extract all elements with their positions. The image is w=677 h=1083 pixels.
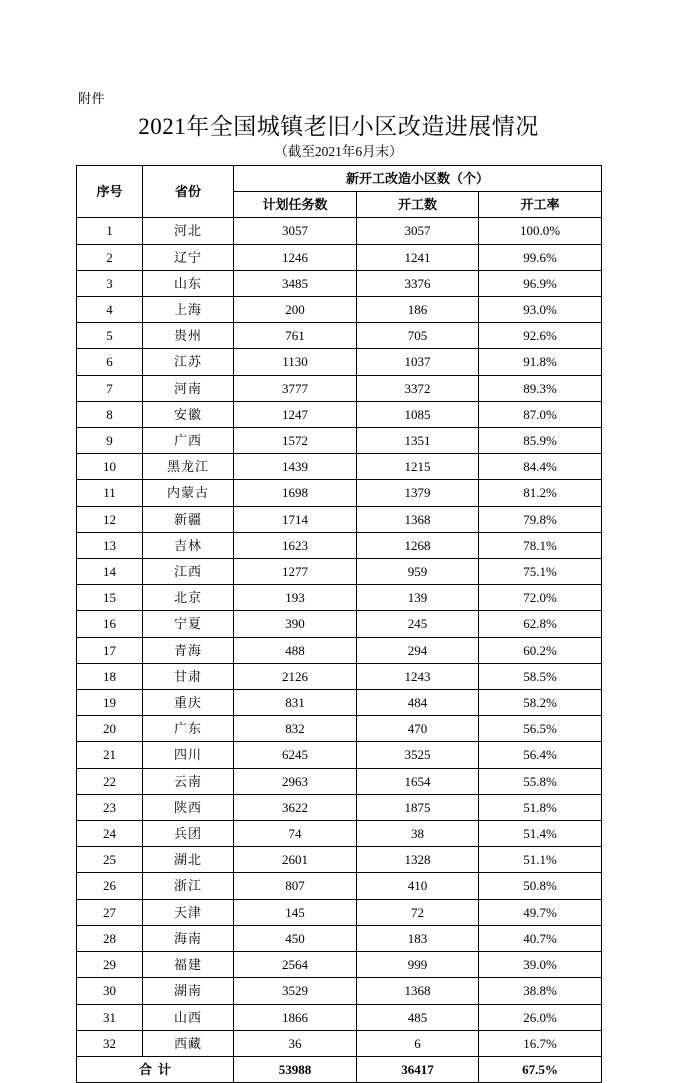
cell-index: 28 <box>77 925 143 951</box>
cell-started: 1037 <box>357 349 479 375</box>
cell-started: 3372 <box>357 375 479 401</box>
cell-plan: 1714 <box>234 506 357 532</box>
table-row <box>77 899 602 925</box>
cell-rate: 56.4% <box>479 742 602 768</box>
cell-plan: 200 <box>234 297 357 323</box>
table-row <box>77 794 602 820</box>
cell-index: 16 <box>77 611 143 637</box>
cell-started: 294 <box>357 637 479 663</box>
table-row <box>77 1004 602 1030</box>
cell-rate: 93.0% <box>479 297 602 323</box>
cell-province: 河北 <box>143 218 234 244</box>
cell-province: 宁夏 <box>143 611 234 637</box>
header-rate: 开工率 <box>479 192 602 218</box>
cell-started: 1368 <box>357 978 479 1004</box>
cell-plan: 450 <box>234 925 357 951</box>
cell-index: 31 <box>77 1004 143 1030</box>
table-row <box>77 768 602 794</box>
cell-plan: 1866 <box>234 1004 357 1030</box>
cell-plan: 1698 <box>234 480 357 506</box>
cell-province: 云南 <box>143 768 234 794</box>
cell-province: 江苏 <box>143 349 234 375</box>
cell-province: 辽宁 <box>143 244 234 270</box>
cell-province: 吉林 <box>143 532 234 558</box>
cell-province: 福建 <box>143 952 234 978</box>
cell-plan: 74 <box>234 821 357 847</box>
cell-started: 6 <box>357 1030 479 1056</box>
cell-started: 186 <box>357 297 479 323</box>
cell-started: 1085 <box>357 401 479 427</box>
table-row <box>77 847 602 873</box>
table-row <box>77 742 602 768</box>
cell-started: 1351 <box>357 428 479 454</box>
cell-started: 1328 <box>357 847 479 873</box>
cell-province: 陕西 <box>143 794 234 820</box>
cell-rate: 96.9% <box>479 270 602 296</box>
cell-index: 19 <box>77 690 143 716</box>
cell-rate: 16.7% <box>479 1030 602 1056</box>
cell-plan: 1623 <box>234 532 357 558</box>
cell-rate: 72.0% <box>479 585 602 611</box>
cell-plan: 807 <box>234 873 357 899</box>
header-index: 序号 <box>77 166 143 218</box>
table-header-row-1 <box>77 166 602 192</box>
table-row <box>77 349 602 375</box>
cell-province: 黑龙江 <box>143 454 234 480</box>
cell-plan: 3777 <box>234 375 357 401</box>
cell-started: 1654 <box>357 768 479 794</box>
table-row <box>77 611 602 637</box>
cell-rate: 78.1% <box>479 532 602 558</box>
table-body <box>77 218 602 1057</box>
cell-index: 27 <box>77 899 143 925</box>
page-subtitle: （截至2021年6月末） <box>274 144 403 159</box>
cell-index: 4 <box>77 297 143 323</box>
cell-started: 1875 <box>357 794 479 820</box>
cell-started: 3376 <box>357 270 479 296</box>
table-row <box>77 978 602 1004</box>
cell-started: 410 <box>357 873 479 899</box>
cell-province: 四川 <box>143 742 234 768</box>
table-total-row <box>77 1056 602 1082</box>
cell-province: 西藏 <box>143 1030 234 1056</box>
cell-plan: 761 <box>234 323 357 349</box>
cell-rate: 100.0% <box>479 218 602 244</box>
cell-index: 12 <box>77 506 143 532</box>
cell-started: 1243 <box>357 663 479 689</box>
cell-index: 22 <box>77 768 143 794</box>
cell-plan: 36 <box>234 1030 357 1056</box>
cell-province: 天津 <box>143 899 234 925</box>
cell-index: 9 <box>77 428 143 454</box>
cell-started: 139 <box>357 585 479 611</box>
table-row <box>77 375 602 401</box>
cell-index: 24 <box>77 821 143 847</box>
cell-rate: 60.2% <box>479 637 602 663</box>
cell-rate: 92.6% <box>479 323 602 349</box>
cell-rate: 75.1% <box>479 559 602 585</box>
cell-rate: 58.5% <box>479 663 602 689</box>
table-row <box>77 585 602 611</box>
cell-rate: 87.0% <box>479 401 602 427</box>
cell-province: 河南 <box>143 375 234 401</box>
cell-rate: 51.8% <box>479 794 602 820</box>
cell-started: 183 <box>357 925 479 951</box>
table-row <box>77 218 602 244</box>
table-row <box>77 559 602 585</box>
cell-rate: 89.3% <box>479 375 602 401</box>
cell-plan: 2564 <box>234 952 357 978</box>
cell-index: 6 <box>77 349 143 375</box>
cell-province: 海南 <box>143 925 234 951</box>
cell-started: 1241 <box>357 244 479 270</box>
cell-plan: 3485 <box>234 270 357 296</box>
cell-province: 山西 <box>143 1004 234 1030</box>
table-row <box>77 244 602 270</box>
cell-started: 72 <box>357 899 479 925</box>
total-rate: 67.5% <box>479 1056 602 1082</box>
cell-rate: 56.5% <box>479 716 602 742</box>
header-group-new-start: 新开工改造小区数（个） <box>234 166 602 192</box>
cell-province: 新疆 <box>143 506 234 532</box>
cell-index: 17 <box>77 637 143 663</box>
cell-index: 14 <box>77 559 143 585</box>
cell-province: 贵州 <box>143 323 234 349</box>
cell-plan: 1247 <box>234 401 357 427</box>
total-started: 36417 <box>357 1056 479 1082</box>
table-row <box>77 297 602 323</box>
cell-started: 705 <box>357 323 479 349</box>
cell-rate: 39.0% <box>479 952 602 978</box>
cell-plan: 488 <box>234 637 357 663</box>
cell-rate: 85.9% <box>479 428 602 454</box>
cell-plan: 193 <box>234 585 357 611</box>
cell-plan: 1246 <box>234 244 357 270</box>
cell-plan: 3529 <box>234 978 357 1004</box>
table-row <box>77 716 602 742</box>
cell-plan: 2126 <box>234 663 357 689</box>
data-table-container <box>76 165 601 1083</box>
table-row <box>77 270 602 296</box>
cell-rate: 51.4% <box>479 821 602 847</box>
cell-plan: 1439 <box>234 454 357 480</box>
cell-province: 甘肃 <box>143 663 234 689</box>
table-row <box>77 925 602 951</box>
cell-province: 上海 <box>143 297 234 323</box>
table-row <box>77 506 602 532</box>
table-row <box>77 1030 602 1056</box>
cell-started: 1368 <box>357 506 479 532</box>
cell-rate: 51.1% <box>479 847 602 873</box>
cell-plan: 1277 <box>234 559 357 585</box>
cell-started: 1379 <box>357 480 479 506</box>
cell-index: 11 <box>77 480 143 506</box>
cell-started: 38 <box>357 821 479 847</box>
cell-started: 3525 <box>357 742 479 768</box>
cell-started: 1215 <box>357 454 479 480</box>
table-row <box>77 690 602 716</box>
cell-plan: 3622 <box>234 794 357 820</box>
cell-index: 13 <box>77 532 143 558</box>
cell-province: 内蒙古 <box>143 480 234 506</box>
cell-province: 青海 <box>143 637 234 663</box>
cell-started: 245 <box>357 611 479 637</box>
cell-rate: 49.7% <box>479 899 602 925</box>
cell-province: 广东 <box>143 716 234 742</box>
cell-rate: 99.6% <box>479 244 602 270</box>
cell-plan: 390 <box>234 611 357 637</box>
cell-rate: 91.8% <box>479 349 602 375</box>
cell-index: 2 <box>77 244 143 270</box>
cell-index: 1 <box>77 218 143 244</box>
cell-started: 3057 <box>357 218 479 244</box>
cell-index: 15 <box>77 585 143 611</box>
cell-province: 湖北 <box>143 847 234 873</box>
table-row <box>77 428 602 454</box>
table-row <box>77 952 602 978</box>
cell-rate: 26.0% <box>479 1004 602 1030</box>
cell-started: 485 <box>357 1004 479 1030</box>
header-plan: 计划任务数 <box>234 192 357 218</box>
cell-province: 湖南 <box>143 978 234 1004</box>
cell-index: 21 <box>77 742 143 768</box>
table-row <box>77 401 602 427</box>
cell-province: 江西 <box>143 559 234 585</box>
cell-index: 8 <box>77 401 143 427</box>
table-row <box>77 873 602 899</box>
total-plan: 53988 <box>234 1056 357 1082</box>
cell-index: 20 <box>77 716 143 742</box>
cell-index: 23 <box>77 794 143 820</box>
header-province: 省份 <box>143 166 234 218</box>
cell-index: 30 <box>77 978 143 1004</box>
cell-index: 18 <box>77 663 143 689</box>
cell-plan: 1572 <box>234 428 357 454</box>
page-title: 2021年全国城镇老旧小区改造进展情况 <box>138 114 539 139</box>
cell-rate: 62.8% <box>479 611 602 637</box>
cell-plan: 2963 <box>234 768 357 794</box>
cell-rate: 38.8% <box>479 978 602 1004</box>
cell-rate: 55.8% <box>479 768 602 794</box>
cell-plan: 2601 <box>234 847 357 873</box>
header-started: 开工数 <box>357 192 479 218</box>
cell-province: 北京 <box>143 585 234 611</box>
table-footer <box>77 1056 602 1082</box>
cell-started: 959 <box>357 559 479 585</box>
cell-started: 484 <box>357 690 479 716</box>
table-header <box>77 166 602 218</box>
cell-province: 广西 <box>143 428 234 454</box>
table-row <box>77 821 602 847</box>
cell-index: 10 <box>77 454 143 480</box>
cell-rate: 81.2% <box>479 480 602 506</box>
cell-plan: 831 <box>234 690 357 716</box>
table-row <box>77 454 602 480</box>
cell-index: 32 <box>77 1030 143 1056</box>
cell-province: 安徽 <box>143 401 234 427</box>
cell-province: 兵团 <box>143 821 234 847</box>
cell-index: 7 <box>77 375 143 401</box>
cell-index: 29 <box>77 952 143 978</box>
cell-index: 25 <box>77 847 143 873</box>
cell-plan: 6245 <box>234 742 357 768</box>
cell-plan: 832 <box>234 716 357 742</box>
table-row <box>77 637 602 663</box>
cell-rate: 84.4% <box>479 454 602 480</box>
cell-index: 5 <box>77 323 143 349</box>
cell-province: 重庆 <box>143 690 234 716</box>
table-row <box>77 532 602 558</box>
cell-province: 浙江 <box>143 873 234 899</box>
cell-plan: 1130 <box>234 349 357 375</box>
cell-rate: 58.2% <box>479 690 602 716</box>
cell-started: 470 <box>357 716 479 742</box>
cell-rate: 79.8% <box>479 506 602 532</box>
cell-index: 3 <box>77 270 143 296</box>
cell-rate: 50.8% <box>479 873 602 899</box>
table-row <box>77 663 602 689</box>
cell-province: 山东 <box>143 270 234 296</box>
progress-table <box>76 165 602 1083</box>
total-label: 合计 <box>77 1056 234 1082</box>
cell-index: 26 <box>77 873 143 899</box>
cell-rate: 40.7% <box>479 925 602 951</box>
attachment-label: 附件 <box>78 91 106 106</box>
table-row <box>77 323 602 349</box>
cell-started: 1268 <box>357 532 479 558</box>
cell-plan: 145 <box>234 899 357 925</box>
table-row <box>77 480 602 506</box>
cell-started: 999 <box>357 952 479 978</box>
cell-plan: 3057 <box>234 218 357 244</box>
